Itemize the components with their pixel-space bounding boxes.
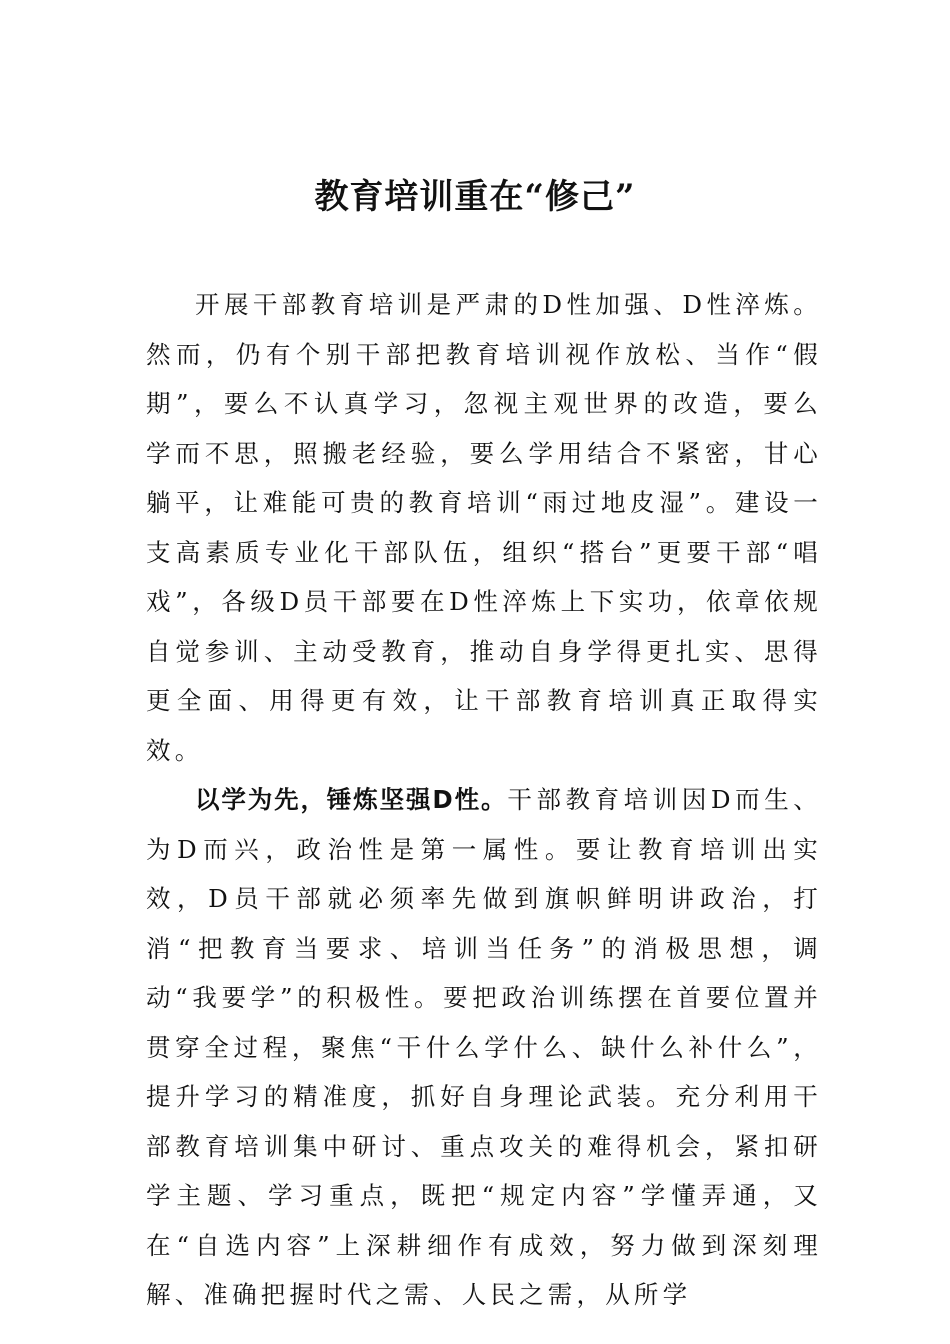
paragraph-section-1: [146, 775, 822, 1320]
paragraph-text: 开展干部教育培训是严肃的D性加强、D性淬炼。然而，仍有个别干部把教育培训视作放松、当作“假期”，要么不认真学习，忽视主观世界的改造，要么学而不思，照搬老经验，要么学用结合不紧密，甘心躺平，让难能可贵的教育培训“雨过地皮湿”。建设一支高素质专业化干部队伍，组织“搭台”更要干部“唱戏”，各级D员干部要在D性淬炼上下实功，依章依规自觉参训、主动受教育，推动自身学得更扎实、思得更全面、用得更有效，让干部教育培训真正取得实效。: [146, 290, 822, 765]
document-body: [146, 280, 822, 1320]
document-title: 教育培训重在“修己”: [314, 177, 636, 217]
paragraph-intro: [146, 280, 822, 775]
paragraph-text: 干部教育培训因D而生、为D而兴，政治性是第一属性。要让教育培训出实效，D员干部就必须率先做到旗帜鲜明讲政治，打消“把教育当要求、培训当任务”的消极思想，调动“我要学”的积极性。要把政治训练摆在首要位置并贯穿全过程，聚焦“干什么学什么、缺什么补什么”，提升学习的精准度，抓好自身理论武装。充分利用干部教育培训集中研讨、重点攻关的难得机会，紧扣研学主题、学习重点，既把“规定内容”学懂弄通，又在“自选内容”上深耕细作有成效，努力做到深刻理解、准确把握时代之需、人民之需，从所学: [146, 785, 822, 1309]
paragraph-lead: 以学为先，锤炼坚强D性。: [195, 785, 508, 814]
